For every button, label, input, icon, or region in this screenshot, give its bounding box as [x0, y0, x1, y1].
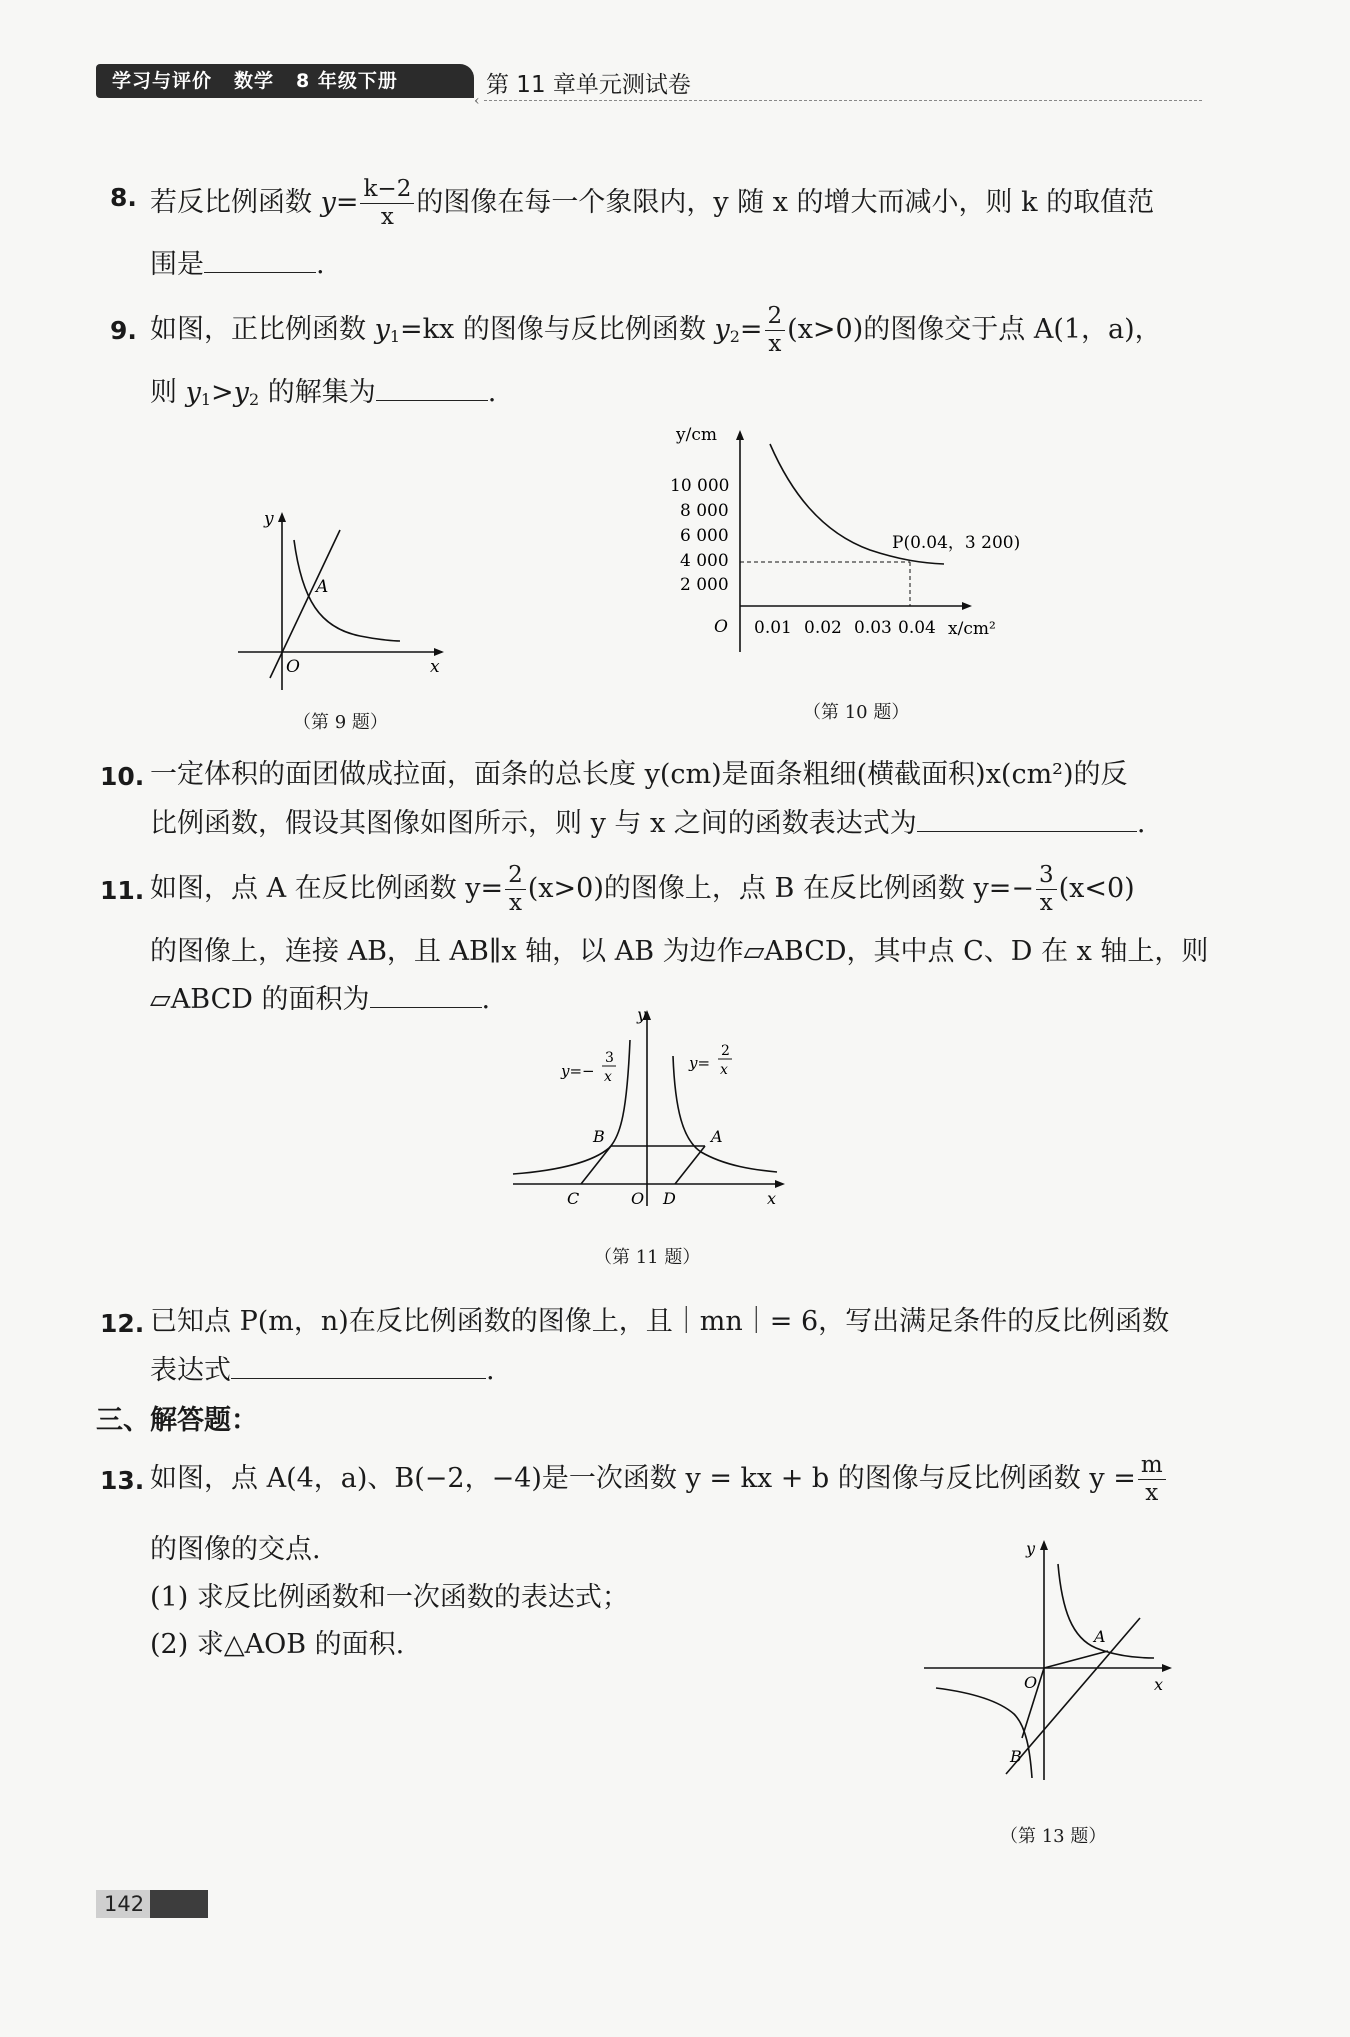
question-number: 9.: [110, 316, 137, 345]
question-9-line-2: 则 $y_1>y_2$ 的解集为 .: [150, 373, 496, 420]
question-10-line-1: 一定体积的面团做成拉面，面条的总长度 y(cm)是面条粗细(横截面积)x(cm²)的反: [150, 759, 1128, 790]
x-axis-label: x/cm²: [948, 619, 996, 639]
subject-title: 数学: [234, 70, 275, 92]
grade-title: 8 年级下册: [296, 70, 398, 92]
origin-label: O: [1024, 1673, 1038, 1692]
header-arrow-icon: ‹: [474, 93, 480, 109]
y-axis-label: y: [264, 509, 274, 529]
x-tick-label: 0.02: [804, 618, 842, 638]
origin-label: O: [286, 657, 300, 677]
question-number: 11.: [100, 876, 145, 905]
question-13-line-1: 如图，点 A(4，a)、B(−2，−4)是一次函数 y = kx + b 的图像与反比例函数 y = $\frac{m}{x}$: [150, 1452, 1168, 1507]
section-heading: 三、解答题：: [96, 1405, 258, 1436]
book-title: 学习与评价: [112, 70, 213, 92]
figure-10: [660, 420, 1040, 660]
origin-label: O: [714, 617, 728, 637]
point-d-label: D: [663, 1189, 676, 1208]
header-badge: [96, 64, 474, 98]
question-11-line-1: 如图，点 A 在反比例函数 y= $\frac{2}{x}$ (x>0)的图像上，点 B 在反比例函数 y=− $\frac{3}{x}$ (x<0): [150, 862, 1135, 916]
x-tick-label: 0.03: [854, 618, 892, 638]
y-tick-label: 2 000: [680, 575, 729, 595]
question-11-line-2: 的图像上，连接 AB，且 AB∥x 轴，以 AB 为边作▱ABCD，其中点 C、D 在 x 轴上，则: [150, 936, 1209, 967]
answer-blank[interactable]: [370, 981, 482, 1008]
point-a-label: A: [711, 1127, 723, 1146]
figure-11: [505, 1000, 795, 1210]
question-10-line-2: 比例函数，假设其图像如图所示，则 y 与 x 之间的函数表达式为 .: [150, 804, 1145, 844]
point-p-label: P(0.04，3 200): [892, 533, 1021, 553]
left-curve-label: y=−: [561, 1062, 595, 1080]
point-a-label: A: [1094, 1627, 1106, 1646]
y-axis-label: y: [1026, 1539, 1036, 1558]
question-number: 10.: [100, 762, 145, 791]
fraction: $\frac{k-2}{x}$: [360, 176, 414, 231]
figure-13: [918, 1530, 1178, 1790]
answer-blank[interactable]: [376, 374, 488, 401]
right-curve-label: y=: [689, 1054, 711, 1072]
fraction: $\frac{2}{x}$: [765, 303, 786, 358]
figure-9: [230, 500, 460, 700]
question-13-part-2: (2) 求△AOB 的面积.: [150, 1629, 405, 1660]
fraction: $\frac{2}{x}$: [505, 862, 526, 917]
figure-13-caption: （第 13 题）: [1000, 1826, 1107, 1847]
question-11-line-3: ▱ABCD 的面积为 .: [150, 980, 490, 1020]
y-tick-label: 8 000: [680, 501, 729, 521]
answer-blank[interactable]: [917, 805, 1137, 832]
question-8-line-1: 若反比例函数 y= $\frac{k-2}{x}$ 的图像在每一个象限内，y 随 x 的增大而减小，则 k 的取值范: [150, 176, 1155, 230]
fraction: $\frac{m}{x}$: [1138, 1452, 1166, 1507]
answer-blank[interactable]: [231, 1352, 486, 1379]
page-number: 142: [96, 1890, 208, 1918]
left-curve-denominator: x: [604, 1069, 612, 1085]
y-axis-label: y/cm: [676, 425, 717, 445]
header-divider: [484, 100, 1202, 101]
figure-10-caption: （第 10 题）: [803, 702, 910, 723]
question-12-line-1: 已知点 P(m，n)在反比例函数的图像上，且｜mn｜= 6，写出满足条件的反比例函数: [150, 1306, 1170, 1337]
y-tick-label: 4 000: [680, 551, 729, 571]
question-number: 13.: [100, 1466, 145, 1495]
x-axis-label: x: [767, 1189, 777, 1208]
x-axis-label: x: [1154, 1675, 1164, 1694]
fraction: $\frac{3}{x}$: [1036, 862, 1057, 917]
y-axis-label: y: [637, 1005, 647, 1024]
figure-9-caption: （第 9 题）: [293, 712, 388, 733]
answer-blank[interactable]: [204, 246, 316, 273]
x-tick-label: 0.01: [754, 618, 792, 638]
origin-label: O: [631, 1189, 645, 1208]
point-b-label: B: [1010, 1747, 1022, 1766]
question-13-part-1: (1) 求反比例函数和一次函数的表达式；: [150, 1582, 629, 1613]
left-curve-numerator: 3: [605, 1050, 614, 1066]
y-tick-label: 10 000: [670, 476, 730, 496]
x-axis-label: x: [430, 657, 440, 677]
question-12-line-2: 表达式 .: [150, 1351, 495, 1391]
question-number: 12.: [100, 1309, 145, 1338]
point-c-label: C: [567, 1189, 580, 1208]
x-tick-label: 0.04: [898, 618, 936, 638]
question-9-line-1: 如图，正比例函数 $y_1=kx$ 的图像与反比例函数 $y_2=$ $\frac{2}{x}$ (x>0)的图像交于点 A(1，a)，: [150, 303, 1162, 357]
unit-title: 第 11 章单元测试卷: [486, 72, 691, 98]
point-a-label: A: [316, 577, 329, 597]
point-b-label: B: [593, 1127, 605, 1146]
question-8-line-2: 围是 .: [150, 245, 325, 285]
right-curve-numerator: 2: [721, 1043, 730, 1059]
question-13-line-2: 的图像的交点.: [150, 1534, 321, 1565]
right-curve-denominator: x: [720, 1062, 728, 1078]
y-tick-label: 6 000: [680, 526, 729, 546]
question-number: 8.: [110, 183, 137, 212]
figure-11-caption: （第 11 题）: [594, 1247, 701, 1268]
